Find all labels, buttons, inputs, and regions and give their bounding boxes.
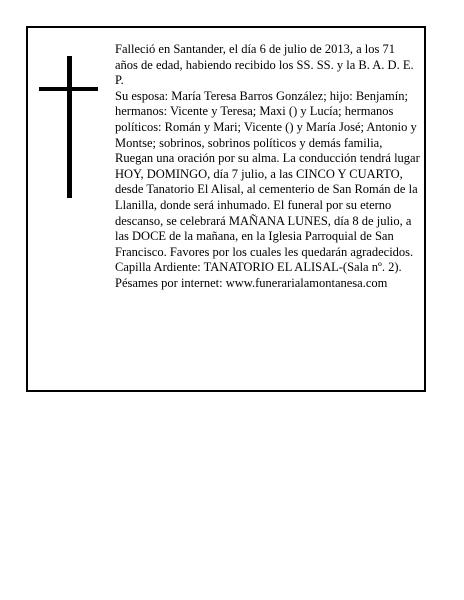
service-details: Ruegan una oración por su alma. La conducción tendrá lugar HOY, DOMINGO, día 7 julio, a las CINCO Y CUARTO, desde Tanatorio El Alisal, al cementerio de San Román de la Llanilla, donde será inhumado. El funeral por su eterno descanso, se celebrará MAÑANA LUNES, día 8 de julio, a las DOCE de la mañana, en la Iglesia Parroquial de San Francisco. Favores por los cuales les quedarán agradecidos. Capilla Ardiente: TANATORIO EL ALISAL-(Sala nº. 2).	[115, 151, 420, 275]
obituary-notice	[26, 26, 426, 392]
cross-vertical-bar	[67, 56, 72, 198]
cross-horizontal-bar	[39, 87, 98, 91]
obituary-text	[115, 42, 421, 292]
condolences-line: Pésames por internet: www.funerarialamontanesa.com	[115, 275, 388, 290]
family-list: Su esposa: María Teresa Barros González; hijo: Benjamín; hermanos: Vicente y Teresa; Maxi () y Lucía; hermanos políticos: Román y Mari; Vicente () y María José; Antonio y Montse; sobrinos, sobrinos políticos y demás familia,	[115, 88, 417, 150]
death-announcement: Falleció en Santander, el día 6 de julio de 2013, a los 71 años de edad, habiendo recibido los SS. SS. y la B. A. D. E. P.	[115, 42, 414, 88]
